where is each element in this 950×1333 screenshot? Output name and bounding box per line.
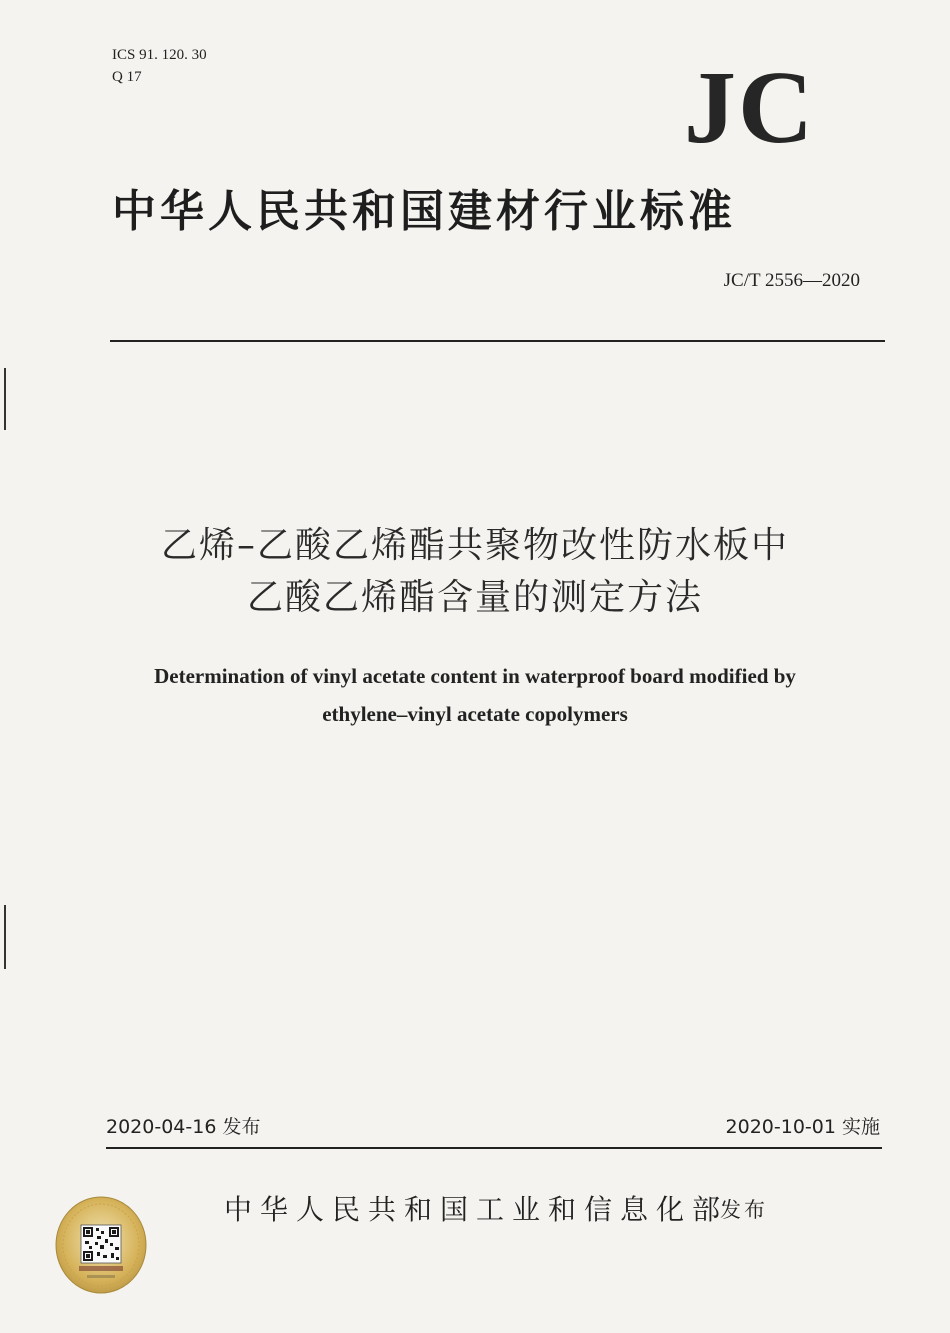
- anti-counterfeit-seal-icon: [55, 1195, 147, 1295]
- document-title-cn-line2: 乙酸乙烯酯含量的测定方法: [246, 577, 703, 618]
- document-title-cn-line1: 乙烯–乙酸乙烯酯共聚物改性防水板中: [160, 525, 789, 566]
- jc-logo: JC: [684, 50, 816, 165]
- classification-codes: [112, 44, 207, 88]
- ccs-code: Q 17: [112, 69, 142, 85]
- top-divider: [110, 340, 885, 342]
- bottom-divider: [106, 1147, 882, 1149]
- standard-title: 中华人民共和国建材行业标准: [112, 186, 736, 237]
- scan-edge-mark: [4, 905, 6, 969]
- document-title-en-line1: Determination of vinyl acetate content in waterproof board modified by: [154, 664, 796, 688]
- scan-edge-mark: [4, 368, 6, 430]
- release-date: 2020-04-16 发布: [106, 1116, 261, 1138]
- issued-label: 发布: [720, 1198, 768, 1222]
- publisher: 中华人民共和国工业和信息化部: [224, 1193, 729, 1226]
- implementation-date: 2020-10-01 实施: [725, 1116, 880, 1138]
- ics-code: ICS 91. 120. 30: [112, 47, 207, 63]
- standard-number: JC/T 2556—2020: [723, 270, 860, 291]
- document-title-en-line2: ethylene–vinyl acetate copolymers: [322, 702, 628, 726]
